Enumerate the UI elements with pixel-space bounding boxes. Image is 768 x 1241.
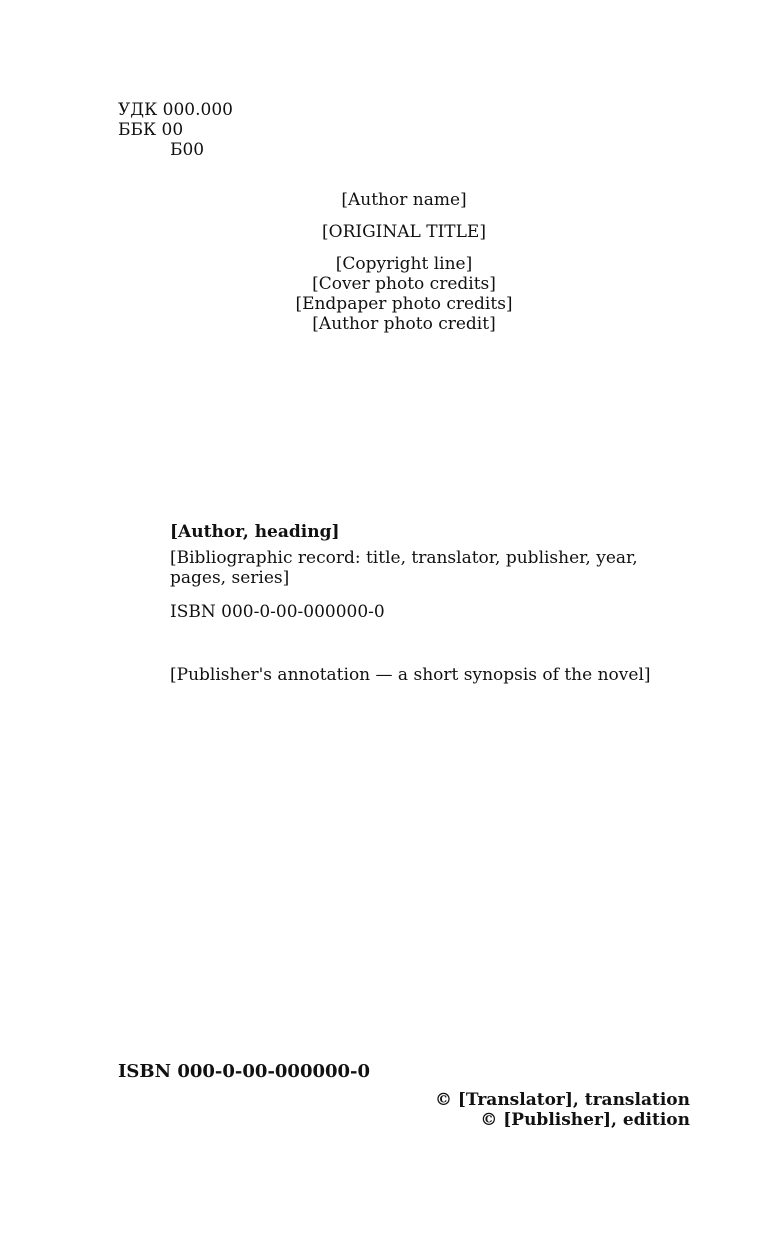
footer-block — [118, 1062, 690, 1130]
footer-copyright — [118, 1090, 690, 1130]
catalog-block — [118, 100, 690, 160]
bibliographic-summary: [Bibliographic record: title, translator, publisher, year, pages, series] — [170, 548, 638, 588]
bibliographic-isbn: ISBN 000-0-00-000000-0 — [170, 602, 385, 622]
rights-block — [118, 190, 690, 334]
credit-line: [Copyright line] — [335, 254, 473, 274]
annotation-block — [118, 665, 690, 685]
credit-lines — [118, 254, 690, 334]
annotation-summary: [Publisher's annotation — a short synopsis of the novel] — [170, 665, 651, 685]
copyright-line: © [Translator], translation — [434, 1090, 690, 1110]
credit-line: [Cover photo credits] — [312, 274, 496, 294]
credit-line: [Author photo credit] — [312, 314, 496, 334]
original-author: [Author name] — [341, 190, 467, 210]
footer-isbn: ISBN 000-0-00-000000-0 — [118, 1061, 371, 1082]
credit-line: [Endpaper photo credits] — [295, 294, 513, 314]
original-title: [ORIGINAL TITLE] — [322, 222, 486, 242]
author-mark: Б00 — [170, 140, 205, 160]
copyright-line: © [Publisher], edition — [480, 1110, 690, 1130]
bibliographic-heading: [Author, heading] — [170, 522, 340, 542]
bbk-code: ББК 00 — [118, 120, 184, 140]
bibliographic-block — [118, 522, 690, 622]
udk-code: УДК 000.000 — [118, 100, 233, 120]
